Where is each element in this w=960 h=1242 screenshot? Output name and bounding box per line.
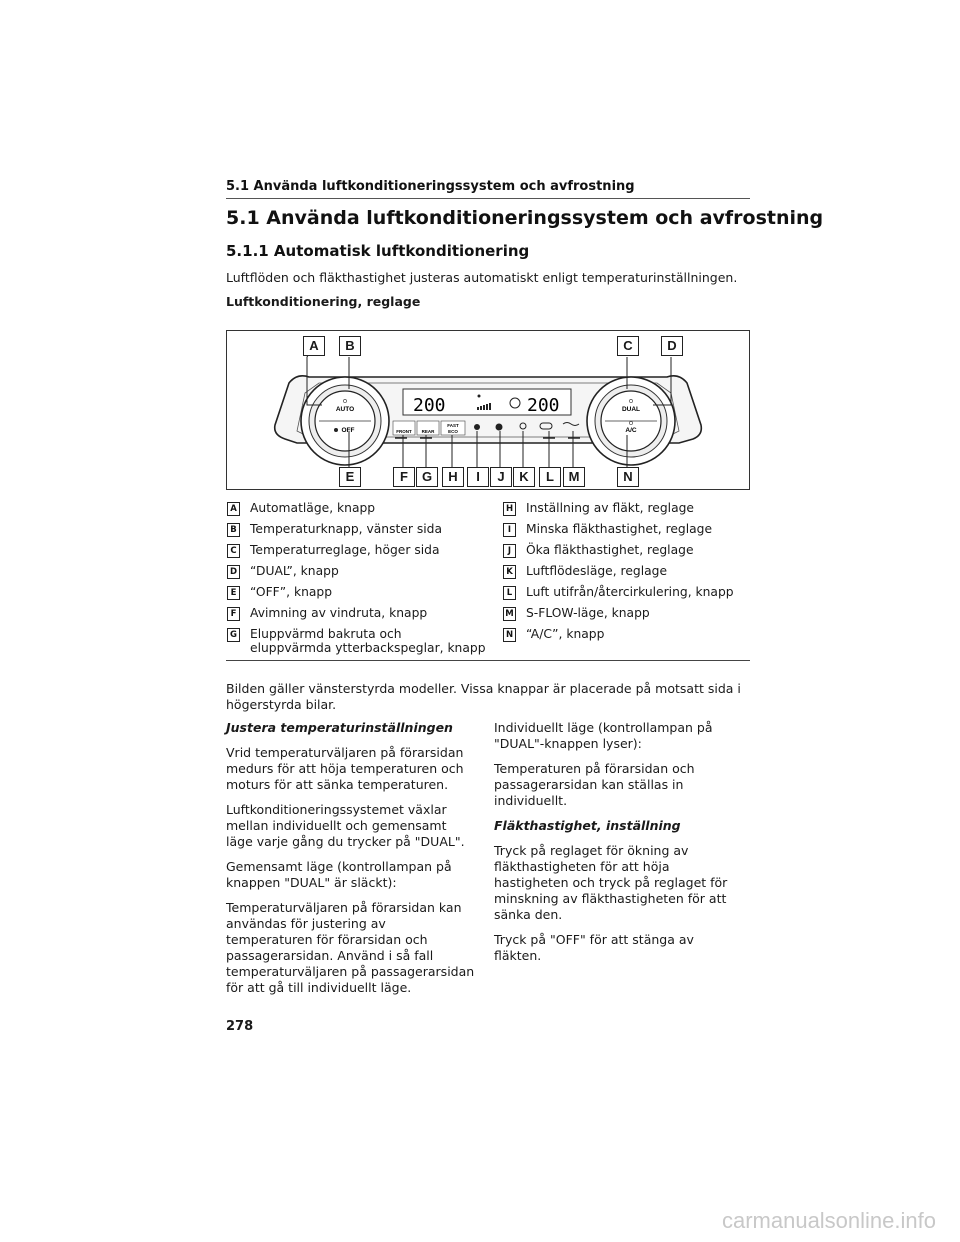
legend-letter-badge: E bbox=[227, 586, 240, 600]
right-col-para-1: Individuellt läge (kontrollampan på "DUAL"-knappen lyser): bbox=[494, 720, 713, 751]
legend-label: Eluppvärmd bakruta och eluppvärmda ytterbackspeglar, knapp bbox=[250, 627, 486, 655]
fan-down-icon bbox=[474, 424, 480, 430]
fast-label: FAST bbox=[447, 423, 459, 428]
intro-text: Luftflöden och fläkthastighet justeras automatiskt enligt temperaturinställningen. bbox=[226, 270, 738, 285]
front-defrost-button bbox=[393, 421, 415, 435]
legend-item-b bbox=[227, 522, 442, 537]
legend-letter-badge: J bbox=[503, 544, 516, 558]
legend-item-k bbox=[503, 564, 667, 579]
callout-l: L bbox=[539, 467, 561, 487]
temperature-subheading: Justera temperaturinställningen bbox=[226, 720, 453, 735]
legend-label: “DUAL”, knapp bbox=[250, 564, 339, 578]
left-column bbox=[226, 720, 476, 1005]
left-col-para-4: Temperaturväljaren på förarsidan kan användas för justering av temperaturen för förarsidan och passagerarsidan. Använd i så fall temperaturväljaren på passagerarsidan för att gå till individuellt läge. bbox=[226, 900, 475, 995]
callout-c: C bbox=[617, 336, 639, 356]
watermark: carmanualsonline.info bbox=[721, 1208, 936, 1233]
legend-letter-badge: L bbox=[503, 586, 516, 600]
subsection-heading: 5.1.1 Automatisk luftkonditionering bbox=[226, 242, 530, 260]
figure-caption: Luftkonditionering, reglage bbox=[226, 294, 421, 309]
legend-item-j bbox=[503, 543, 694, 558]
left-col-para-1: Vrid temperaturväljaren på förarsidan medurs för att höja temperaturen och moturs för att sänka temperaturen. bbox=[226, 745, 464, 792]
off-button-label: OFF bbox=[341, 427, 355, 434]
eco-label: ECO bbox=[448, 429, 458, 434]
legend-label: Inställning av fläkt, reglage bbox=[526, 501, 694, 515]
callout-h: H bbox=[442, 467, 464, 487]
legend-letter-badge: B bbox=[227, 523, 240, 537]
right-col-para-4: Tryck på "OFF" för att stänga av fläkten. bbox=[494, 932, 694, 963]
legend-item-h bbox=[503, 501, 694, 516]
legend-item-m bbox=[503, 606, 650, 621]
legend-label: S-FLOW-läge, knapp bbox=[526, 606, 650, 620]
legend-letter-badge: C bbox=[227, 544, 240, 558]
auto-button-label: AUTO bbox=[335, 406, 355, 413]
section-heading: 5.1 Använda luftkonditioneringssystem och avfrostning bbox=[226, 207, 824, 229]
legend-item-a bbox=[227, 501, 375, 516]
fan-speed-subheading: Fläkthastighet, inställning bbox=[494, 818, 681, 833]
legend-item-f bbox=[227, 606, 427, 621]
right-col-para-3: Tryck på reglaget för ökning av fläkthastigheten för att höja hastigheten och tryck på reglaget för minskning av fläkthastigheten för att sänka den. bbox=[494, 843, 728, 922]
legend-letter-badge: N bbox=[503, 628, 516, 642]
legend-label: Luftflödesläge, reglage bbox=[526, 564, 668, 578]
legend-label: Minska fläkthastighet, reglage bbox=[526, 522, 713, 536]
legend-item-g bbox=[227, 627, 486, 655]
right-col-para-2: Temperaturen på förarsidan och passagerarsidan kan ställas in individuellt. bbox=[494, 761, 695, 808]
legend-letter-badge: I bbox=[503, 523, 516, 537]
left-col-para-3: Gemensamt läge (kontrollampan på knappen "DUAL" är släckt): bbox=[226, 859, 452, 890]
callout-j: J bbox=[490, 467, 512, 487]
callout-a: A bbox=[303, 336, 325, 356]
legend-left bbox=[227, 501, 489, 661]
callout-i: I bbox=[467, 467, 489, 487]
callout-f: F bbox=[393, 467, 415, 487]
running-head: 5.1 Använda luftkonditioneringssystem och avfrostning bbox=[226, 179, 750, 199]
legend-letter-badge: F bbox=[227, 607, 240, 621]
page-number: 278 bbox=[226, 1019, 254, 1034]
left-col-para-2: Luftkonditioneringssystemet växlar mellan individuellt och gemensamt läge varje gång du trycker på "DUAL". bbox=[226, 802, 465, 849]
legend-label: “A/C”, knapp bbox=[526, 627, 605, 641]
legend-letter-badge: H bbox=[503, 502, 516, 516]
legend-divider bbox=[226, 660, 750, 661]
ac-button-label: A/C bbox=[625, 427, 637, 434]
display-temp-left: 200 bbox=[413, 395, 446, 416]
front-button-label: FRONT bbox=[396, 429, 412, 434]
legend-letter-badge: K bbox=[503, 565, 516, 579]
callout-g: G bbox=[416, 467, 438, 487]
legend-letter-badge: G bbox=[227, 628, 240, 642]
display-fan-icon bbox=[478, 395, 481, 398]
legend-letter-badge: A bbox=[227, 502, 240, 516]
legend-item-i bbox=[503, 522, 712, 537]
legend-label: Temperaturknapp, vänster sida bbox=[250, 522, 443, 536]
fan-off-icon bbox=[334, 428, 338, 432]
legend-right bbox=[503, 501, 753, 661]
legend-label: Öka fläkthastighet, reglage bbox=[526, 543, 694, 557]
rear-button-label: REAR bbox=[421, 429, 435, 434]
legend-item-c bbox=[227, 543, 440, 558]
callout-k: K bbox=[513, 467, 535, 487]
legend-item-d bbox=[227, 564, 339, 579]
legend-label: Luft utifrån/återcirkulering, knapp bbox=[526, 585, 734, 599]
display-temp-right: 200 bbox=[527, 395, 560, 416]
callout-m: M bbox=[563, 467, 585, 487]
legend-item-e bbox=[227, 585, 332, 600]
callout-d: D bbox=[661, 336, 683, 356]
fan-up-icon bbox=[496, 424, 503, 431]
dual-button-label: DUAL bbox=[621, 406, 641, 413]
legend-label: Avimning av vindruta, knapp bbox=[250, 606, 428, 620]
legend-label: Temperaturreglage, höger sida bbox=[250, 543, 440, 557]
fast-eco-button bbox=[441, 421, 465, 435]
callout-b: B bbox=[339, 336, 361, 356]
rear-defrost-button bbox=[417, 421, 439, 435]
legend-letter-badge: D bbox=[227, 565, 240, 579]
legend-letter-badge: M bbox=[503, 607, 516, 621]
legend-label: “OFF”, knapp bbox=[250, 585, 333, 599]
callout-e: E bbox=[339, 467, 361, 487]
callout-n: N bbox=[617, 467, 639, 487]
climate-panel-figure bbox=[226, 330, 750, 490]
legend-label: Automatläge, knapp bbox=[250, 501, 376, 515]
lhd-note: Bilden gäller vänsterstyrda modeller. Vissa knappar är placerade på motsatt sida i högerstyrda bilar. bbox=[226, 681, 741, 712]
legend-item-l bbox=[503, 585, 734, 600]
right-column bbox=[494, 720, 744, 973]
legend-item-n bbox=[503, 627, 604, 642]
